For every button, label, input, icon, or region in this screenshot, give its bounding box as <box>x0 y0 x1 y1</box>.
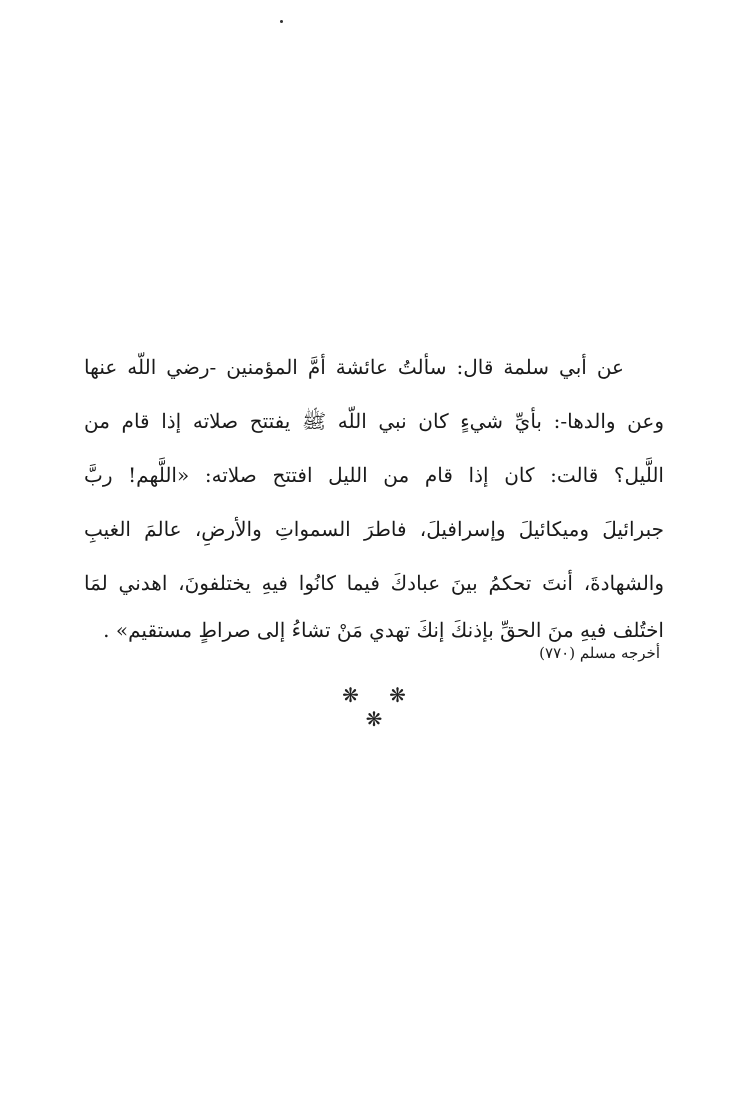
text-line: جبرائيلَ وميكائيلَ وإسرافيلَ، فاطرَ السمواتِ والأرضِ، عالمَ الغيبِ <box>84 517 664 541</box>
text-line: اللَّيل؟ قالت: كان إذا قام من الليل افتتح صلاته: «اللَّهم! ربَّ <box>84 463 664 487</box>
text-line: وعن والدها-: بأيِّ شيءٍ كان نبي اللّه ﷺ يفتتح صلاته إذا قام من <box>84 409 664 433</box>
text-line: والشهادةَ، أنتَ تحكمُ بينَ عبادكَ فيما كانُوا فيهِ يختلفونَ، اهدني لمَا <box>84 571 664 595</box>
hadith-text <box>84 340 664 650</box>
text-line: اختُلف فيهِ منَ الحقِّ بإذنكَ إنكَ تهدي مَنْ تشاءُ إلى صراطٍ مستقيم» . <box>103 618 664 642</box>
section-separator: ❋ ❋ ❋ <box>342 683 418 731</box>
source-citation: أخرجه مسلم (٧٧٠) <box>539 644 660 662</box>
page-mark <box>280 20 283 23</box>
text-line: عن أبي سلمة قال: سألتُ عائشة أمَّ المؤمنين -رضي اللّه عنها <box>84 355 624 379</box>
